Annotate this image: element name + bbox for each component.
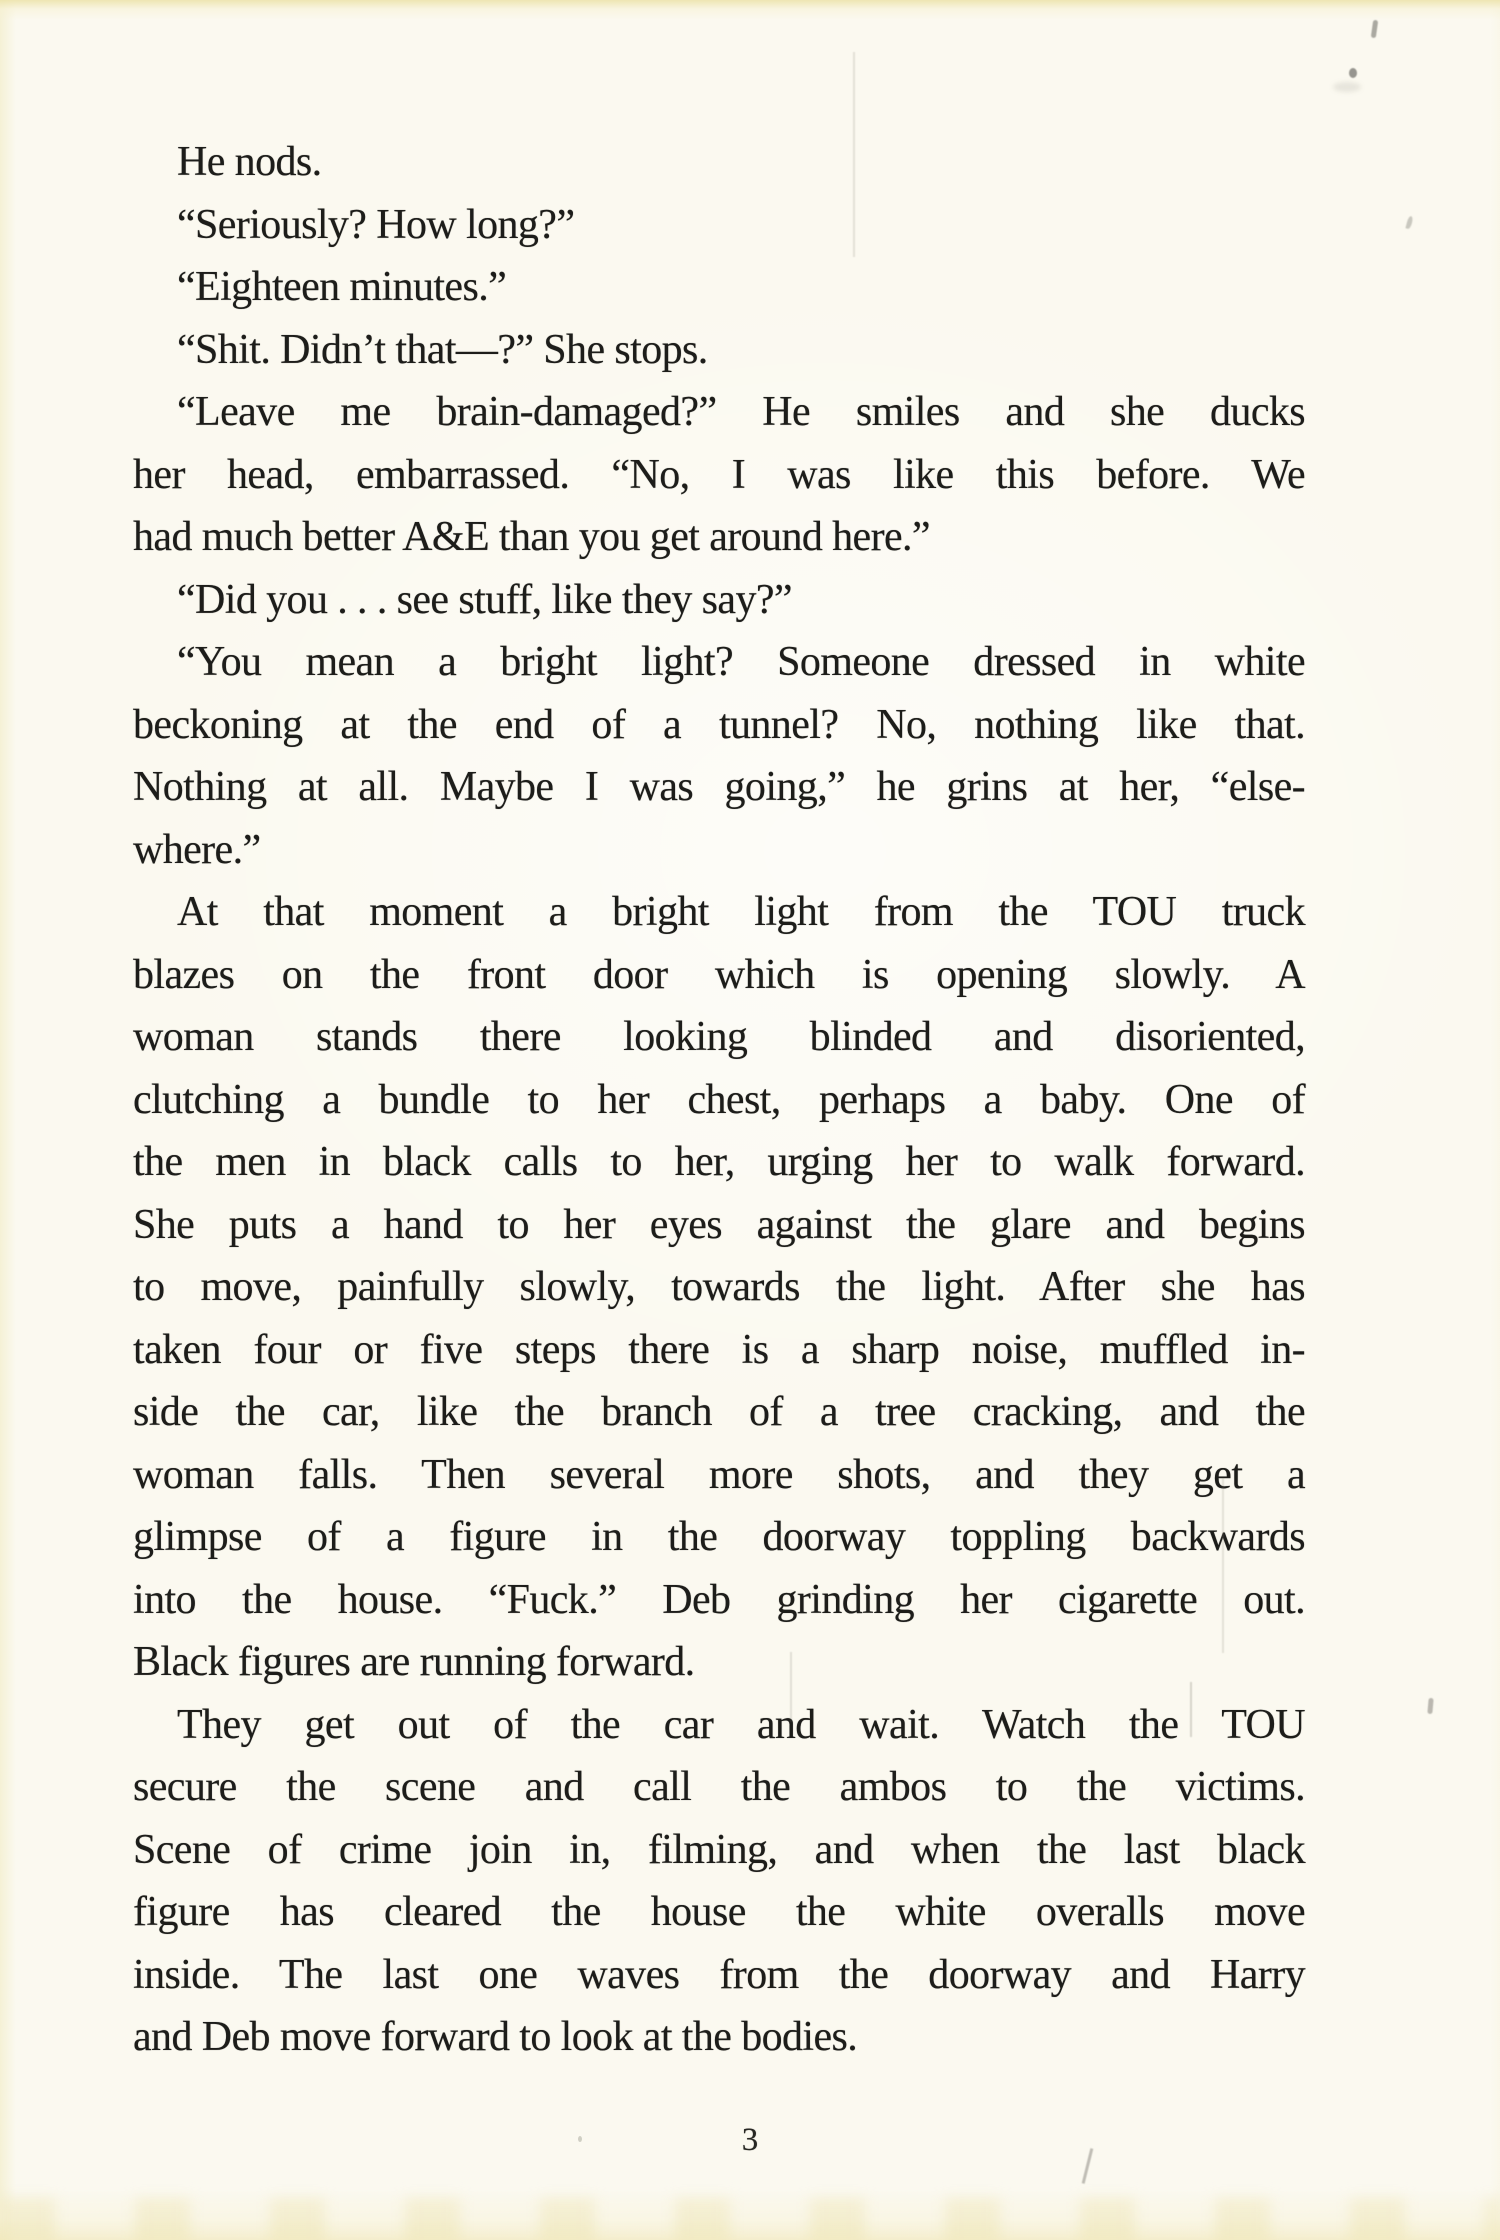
page-bottom-edge — [0, 2198, 1500, 2240]
text-line: into the house. “Fuck.” Deb grinding her cigarette out. — [133, 1576, 1305, 1623]
text-line: Nothing at all. Maybe I was going,” he grins at her, “else- — [133, 764, 1305, 810]
text-line: the men in black calls to her, urging her to walk forward. — [133, 1139, 1305, 1185]
text-line: Scene of crime join in, filming, and when the last black — [133, 1826, 1305, 1873]
scan-speck — [1349, 68, 1357, 78]
text-line: clutching a bundle to her chest, perhaps a baby. One of — [133, 1076, 1305, 1123]
text-line: where.” — [133, 826, 261, 873]
scan-speck — [1405, 216, 1413, 230]
text-line: Black figures are running forward. — [133, 1639, 695, 1685]
text-line: inside. The last one waves from the doorway and Harry — [133, 1951, 1305, 1998]
text-line: They get out of the car and wait. Watch the TOU — [177, 1701, 1305, 1748]
text-line: woman falls. Then several more shots, and they get a — [133, 1451, 1305, 1498]
text-line: glimpse of a figure in the doorway toppling backwards — [133, 1514, 1305, 1560]
page-text — [133, 131, 1305, 2069]
text-line: figure has cleared the house the white overalls move — [133, 1889, 1305, 1935]
text-line: He nods. — [177, 139, 322, 185]
text-line: to move, painfully slowly, towards the light. After she has — [133, 1264, 1305, 1310]
text-line: taken four or five steps there is a sharp noise, muffled in- — [133, 1326, 1305, 1373]
scan-speck — [1371, 20, 1378, 39]
text-line: her head, embarrassed. “No, I was like this before. We — [133, 451, 1305, 498]
text-line: At that moment a bright light from the TOU truck — [177, 889, 1305, 935]
text-line: had much better A&E than you get around here.” — [133, 514, 930, 560]
text-line: “Eighteen minutes.” — [177, 264, 507, 310]
text-line: “Did you . . . see stuff, like they say?” — [177, 576, 792, 623]
scan-smudge — [1333, 82, 1361, 92]
text-line: “Seriously? How long?” — [177, 201, 575, 248]
text-line: “You mean a bright light? Someone dressed in white — [177, 639, 1305, 685]
text-line: She puts a hand to her eyes against the glare and begins — [133, 1201, 1305, 1248]
text-line: beckoning at the end of a tunnel? No, nothing like that. — [133, 701, 1305, 748]
text-line: woman stands there looking blinded and disoriented, — [133, 1014, 1305, 1060]
scan-speck — [1427, 1698, 1433, 1714]
text-line: “Shit. Didn’t that—?” She stops. — [177, 326, 708, 373]
text-line: blazes on the front door which is opening slowly. A — [133, 951, 1305, 998]
page-number: 3 — [741, 2122, 759, 2158]
text-line: secure the scene and call the ambos to the victims. — [133, 1764, 1305, 1810]
text-line: “Leave me brain-damaged?” He smiles and she ducks — [177, 389, 1305, 435]
text-line: and Deb move forward to look at the bodies. — [133, 2014, 858, 2060]
text-line: side the car, like the branch of a tree cracking, and the — [133, 1389, 1305, 1435]
